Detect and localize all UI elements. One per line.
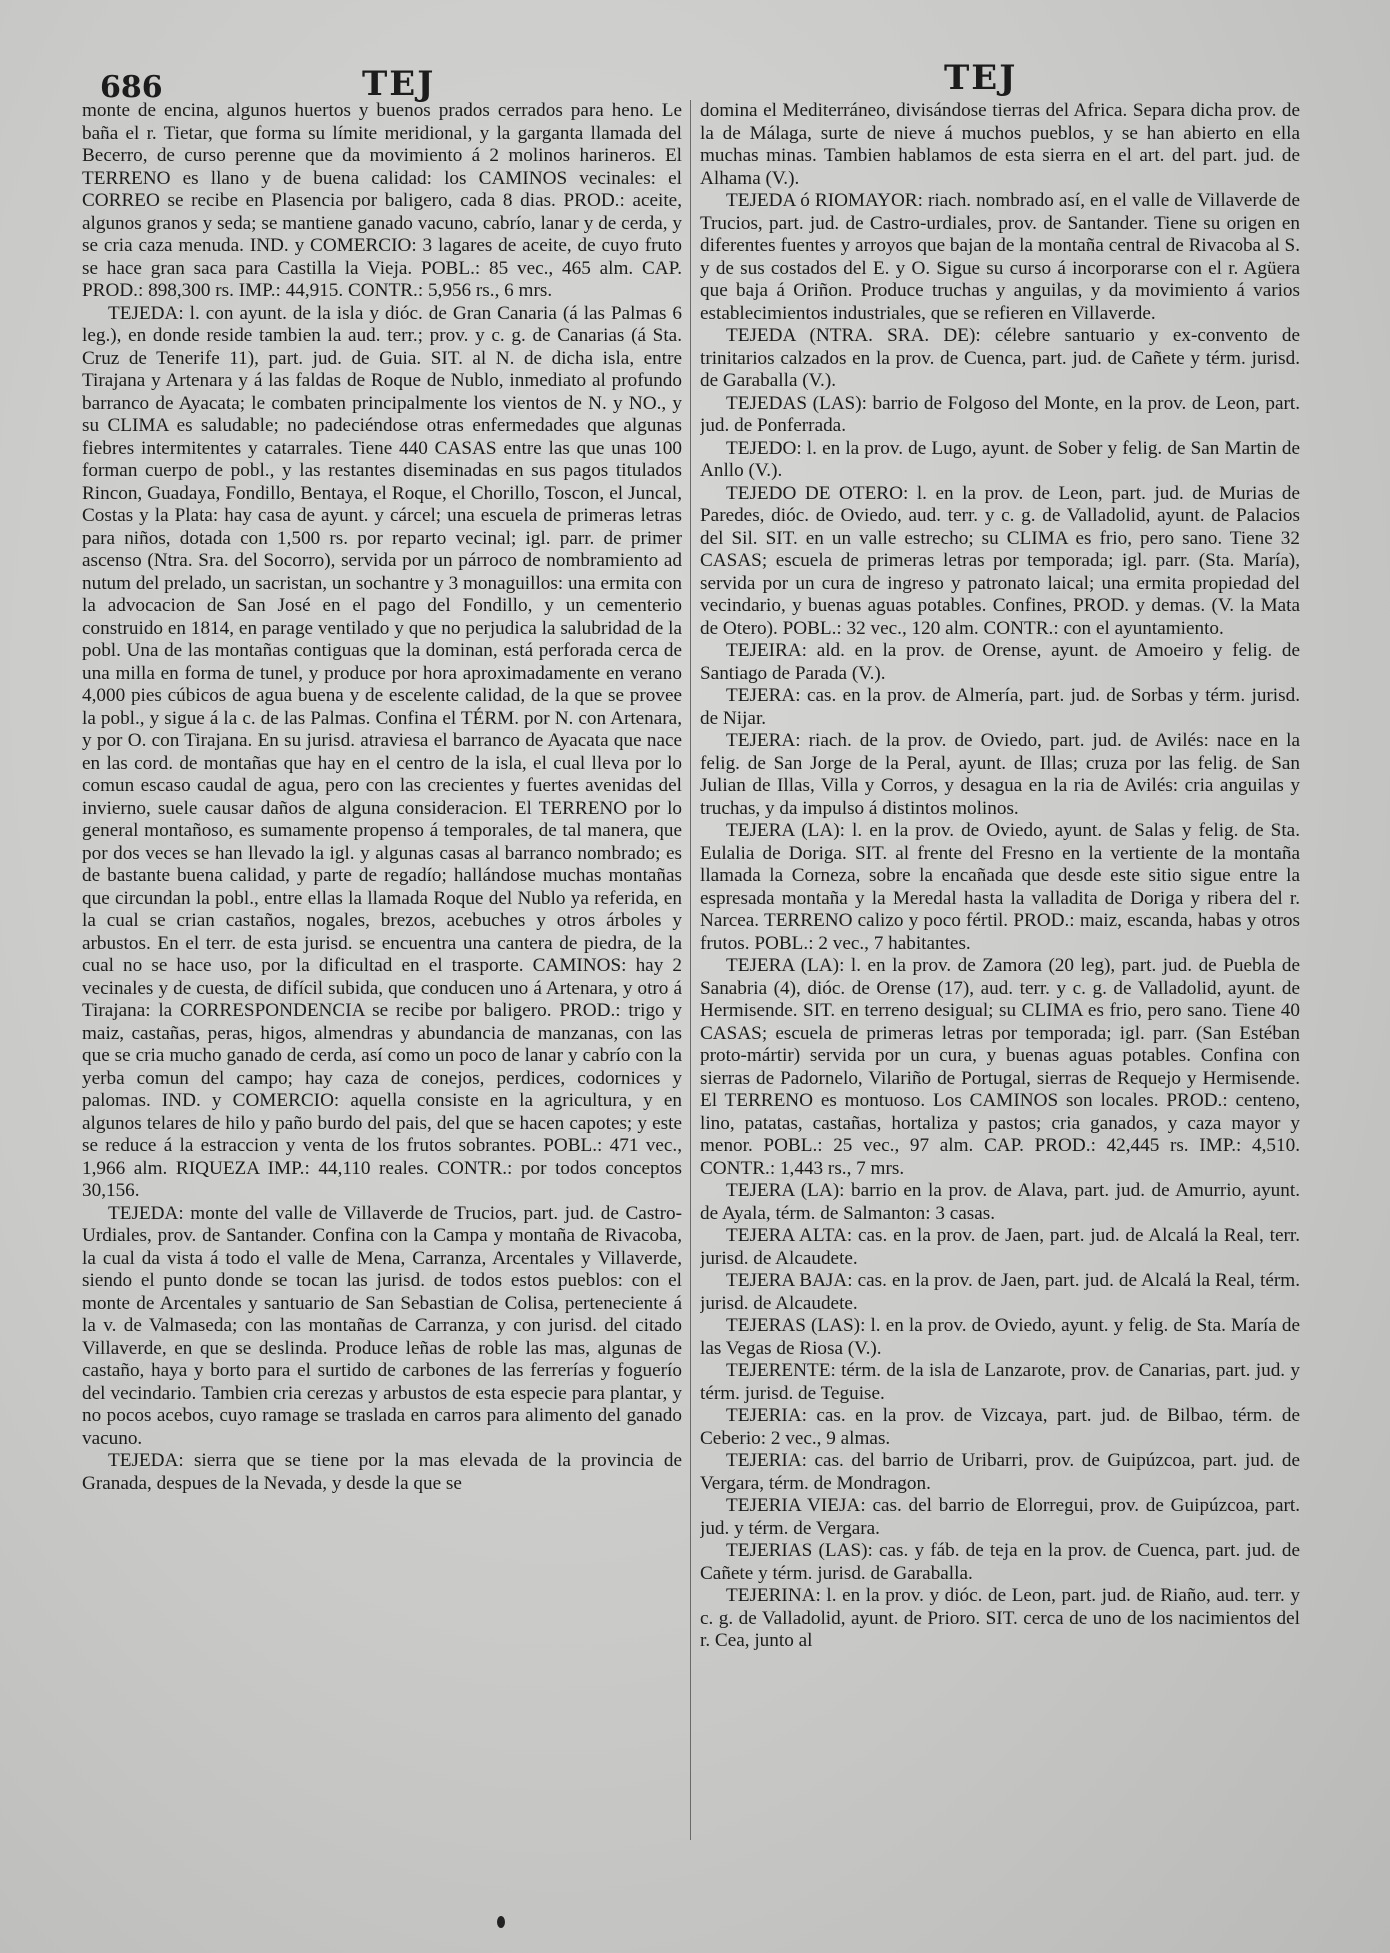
dictionary-entry: TEJEDAS (LAS): barrio de Folgoso del Monte, en la prov. de Leon, part. jud. de Ponferrada. <box>700 392 1300 436</box>
ink-mark <box>497 1916 505 1928</box>
dictionary-entry: TEJEDA ó RIOMAYOR: riach. nombrado así, en el valle de Villaverde de Trucios, part. jud. de Castro-urdiales, prov. de Santander. Tiene su origen en diferentes fuentes y arroyos que bajan de la montaña central de Rivacoba al S. y de sus costados del E. y O. Sigue su curso á incorporarse con el r. Agüera que baja á Oriñon. Produce truchas y anguilas, y da movimiento á varios establecimientos industriales, que se refieren en Villaverde. <box>700 190 1300 324</box>
dictionary-entry: TEJERIA: cas. en la prov. de Vizcaya, part. jud. de Bilbao, térm. de Ceberio: 2 vec., 9 almas. <box>700 1405 1300 1449</box>
dictionary-entry: TEJERENTE: térm. de la isla de Lanzarote, prov. de Canarias, part. jud. y térm. jurisd. de Teguise. <box>700 1360 1300 1404</box>
page-number: 686 <box>100 70 163 105</box>
dictionary-entry: TEJERA (LA): l. en la prov. de Oviedo, ayunt. de Salas y felig. de Sta. Eulalia de Doriga. SIT. al frente del Fresno en la vertiente de la montaña llamada la Corneza, sobre la encañada que desde este sitio sigue entre la espresada montaña y la Meredal hasta la valladita de Doriga y ribera del r. Narcea. TERRENO calizo y poco fértil. PROD.: maiz, escanda, habas y otros frutos. POBL.: 2 vec., 7 habitantes. <box>700 820 1300 954</box>
dictionary-entry: TEJEDO DE OTERO: l. en la prov. de Leon, part. jud. de Murias de Paredes, dióc. de Oviedo, aud. terr. y c. g. de Valladolid, ayunt. de Palacios del Sil. SIT. en un valle estrecho; su CLIMA es frio, pero sano. Tiene 32 CASAS; escuela de primeras letras por temporada; igl. parr. (Sta. María), servida por un cura de ingreso y patronato laical; una ermita propiedad del vecindario, y buenas aguas potables. Confines, PROD. y demas. (V. la Mata de Otero). POBL.: 32 vec., 120 alm. CONTR.: con el ayuntamiento. <box>700 482 1300 639</box>
dictionary-entry: domina el Mediterráneo, divisándose tierras del Africa. Separa dicha prov. de la de Málaga, surte de nieve á muchos pueblos, y se han abierto en ella muchas minas. Tambien hablamos de esta sierra en el art. del part. jud. de Alhama (V.). <box>700 100 1300 189</box>
dictionary-entry: TEJEDA (NTRA. SRA. DE): célebre santuario y ex-convento de trinitarios calzados en la prov. de Cuenca, part. jud. de Cañete y térm. jurisd. de Garaballa (V.). <box>700 325 1300 391</box>
dictionary-entry: TEJEDA: monte del valle de Villaverde de Trucios, part. jud. de Castro-Urdiales, prov. de Santander. Confina con la Campa y montaña de Rivacoba, la cual da vista á todo el valle de Mena, Carranza, Arcentales y Villaverde, siendo el punto donde se tocan las jurisd. de todos estos pueblos: con el monte de Arcentales y santuario de San Sebastian de Colisa, perteneciente á la v. de Valmaseda; con las montañas de Carranza, y con jurisd. del citado Villaverde, en que se deslinda. Produce leñas de roble las mas, algunas de castaño, haya y borto para el surtido de carbones de las ferrerías y foguerío del vecindario. Tambien cria cerezas y arbustos de esta especie para plantar, y no pocos acebos, cuyo ramage se traslada en carros para alimento del ganado vacuno. <box>82 1202 682 1449</box>
running-head-left: TEJ <box>362 64 436 104</box>
dictionary-entry: TEJERINA: l. en la prov. y dióc. de Leon, part. jud. de Riaño, aud. terr. y c. g. de Valladolid, ayunt. de Prioro. SIT. cerca de uno de los nacimientos del r. Cea, junto al <box>700 1585 1300 1651</box>
dictionary-entry: TEJERIA: cas. del barrio de Uribarri, prov. de Guipúzcoa, part. jud. de Vergara, térm. de Mondragon. <box>700 1450 1300 1494</box>
running-head-right: TEJ <box>944 58 1018 98</box>
dictionary-entry: TEJEDA: sierra que se tiene por la mas elevada de la provincia de Granada, despues de la Nevada, y desde la que se <box>82 1450 682 1494</box>
dictionary-entry: TEJERA BAJA: cas. en la prov. de Jaen, part. jud. de Alcalá la Real, térm. jurisd. de Alcaudete. <box>700 1270 1300 1314</box>
dictionary-entry: TEJERA: riach. de la prov. de Oviedo, part. jud. de Avilés: nace en la felig. de San Jorge de la Peral, ayunt. de Illas; cruza por las felig. de San Julian de Illas, Villa y Corros, y desagua en la ria de Avilés: cria anguilas y truchas, y da impulso á distintos molinos. <box>700 730 1300 819</box>
dictionary-entry: TEJEDA: l. con ayunt. de la isla y dióc. de Gran Canaria (á las Palmas 6 leg.), en donde reside tambien la aud. terr.; prov. y c. g. de Canarias (á Sta. Cruz de Tenerife 11), part. jud. de Guia. SIT. al N. de dicha isla, entre Tirajana y Artenara y á las faldas de Roque de Nublo, inmediato al profundo barranco de Ayacata; le combaten principalmente los vientos de N. y NO., y su CLIMA es saludable; no padeciéndose otras enfermedades que algunas fiebres intermitentes y catarrales. Tiene 440 CASAS entre las que unas 100 forman cuerpo de pobl., y las restantes diseminadas en sus pagos titulados Rincon, Guadaya, Fondillo, Bentaya, el Roque, el Chorillo, Toscon, el Juncal, Costas y la Plata: hay casa de ayunt. y cárcel; una escuela de primeras letras para niños, dotada con 1,500 rs. por reparto vecinal; igl. parr. de primer ascenso (Ntra. Sra. del Socorro), servida por un párroco de nombramiento ad nutum del prelado, un sacristan, un sochantre y 3 monaguillos: una ermita con la advocacion de San José en el pago del Fondillo, y un cementerio construido en 1814, en parage ventilado y que no perjudica la salubridad de la pobl. Una de las montañas contiguas que la dominan, está perforada cerca de una milla en forma de tunel, y produce por hora aproximadamente en verano 4,000 pies cúbicos de agua buena y de escelente calidad, de la que se provee la pobl., y sigue á la c. de las Palmas. Confina el TÉRM. por N. con Artenara, y por O. con Tirajana. En su jurisd. atraviesa el barranco de Ayacata que nace en las cord. de montañas que hay en el centro de la isla, el cual lleva por lo comun escaso caudal de agua, pero con las crecientes y fuertes avenidas del invierno, suele causar daños de alguna consideracion. El TERRENO por lo general montañoso, es sumamente propenso á temporales, de tal manera, que por dos veces se han llevado la igl. y algunas casas al barranco nombrado; es de bastante buena calidad, y parte de regadío; hallándose muchas montañas que circundan la pobl., entre ellas la llamada Roque del Nublo ya referida, en la cual se crian castaños, nogales, brezos, acebuches y otros árboles y arbustos. En el terr. de esta jurisd. se encuentra una cantera de piedra, de la cual no se hace uso, por la dificultad en el trasporte. CAMINOS: hay 2 vecinales y de cuesta, de difícil subida, que conducen uno á Artenara, y otro á Tirajana: la CORRESPONDENCIA se recibe por baligero. PROD.: trigo y maiz, castañas, peras, higos, almendras y abundancia de manzanas, con las que se cria mucho ganado de cerda, así como un poco de lanar y cabrío con la yerba comun del campo; hay caza de conejos, perdices, codornices y palomas. IND. y COMERCIO: aquella consiste en la agricultura, y en algunos telares de hilo y paño burdo del pais, del que se hacen capotes; y este se reduce á la estraccion y venta de los frutos sobrantes. POBL.: 471 vec., 1,966 alm. RIQUEZA IMP.: 44,110 reales. CONTR.: por todos conceptos 30,156. <box>82 302 682 1201</box>
dictionary-entry: monte de encina, algunos huertos y buenos prados cerrados para heno. Le baña el r. Tietar, que forma su límite meridional, y la garganta llamada del Becerro, de curso perenne que da movimiento á 2 molinos harineros. El TERRENO es llano y de buena calidad: los CAMINOS vecinales: el CORREO se recibe en Plasencia por baligero, cada 8 dias. PROD.: aceite, algunos granos y seda; se mantiene ganado vacuno, cabrío, lanar y de cerda, y se cria caza menuda. IND. y COMERCIO: 3 lagares de aceite, de cuyo fruto se hace gran saca para Castilla la Vieja. POBL.: 85 vec., 465 alm. CAP. PROD.: 898,300 rs. IMP.: 44,915. CONTR.: 5,956 rs., 6 mrs. <box>82 100 682 301</box>
dictionary-entry: TEJEDO: l. en la prov. de Lugo, ayunt. de Sober y felig. de San Martin de Anllo (V.). <box>700 437 1300 481</box>
dictionary-entry: TEJEIRA: ald. en la prov. de Orense, ayunt. de Amoeiro y felig. de Santiago de Parada (V.). <box>700 640 1300 684</box>
dictionary-entry: TEJERIAS (LAS): cas. y fáb. de teja en la prov. de Cuenca, part. jud. de Cañete y térm. jurisd. de Garaballa. <box>700 1540 1300 1584</box>
right-column <box>700 100 1300 1840</box>
column-divider <box>690 100 691 1840</box>
dictionary-entry: TEJERA ALTA: cas. en la prov. de Jaen, part. jud. de Alcalá la Real, terr. jurisd. de Alcaudete. <box>700 1225 1300 1269</box>
dictionary-entry: TEJERAS (LAS): l. en la prov. de Oviedo, ayunt. y felig. de Sta. María de las Vegas de Riosa (V.). <box>700 1315 1300 1359</box>
dictionary-entry: TEJERA (LA): barrio en la prov. de Alava, part. jud. de Amurrio, ayunt. de Ayala, térm. de Salmanton: 3 casas. <box>700 1180 1300 1224</box>
left-column <box>82 100 682 1840</box>
dictionary-entry: TEJERA: cas. en la prov. de Almería, part. jud. de Sorbas y térm. jurisd. de Nijar. <box>700 685 1300 729</box>
dictionary-entry: TEJERIA VIEJA: cas. del barrio de Elorregui, prov. de Guipúzcoa, part. jud. y térm. de Vergara. <box>700 1495 1300 1539</box>
dictionary-entry: TEJERA (LA): l. en la prov. de Zamora (20 leg), part. jud. de Puebla de Sanabria (4), dióc. de Orense (17), aud. terr. y c. g. de Valladolid, ayunt. de Hermisende. SIT. en terreno desigual; su CLIMA es frio, pero sano. Tiene 40 CASAS; escuela de primeras letras por temporada; igl. parr. (San Estéban proto-mártir) servida por un cura, y buenas aguas potables. Confina con sierras de Padornelo, Vilariño de Portugal, sierras de Requejo y Hermisende. El TERRENO es montuoso. Los CAMINOS son locales. PROD.: centeno, lino, patatas, castañas, hortaliza y pastos; cria ganados, y caza mayor y menor. POBL.: 25 vec., 97 alm. CAP. PROD.: 42,445 rs. IMP.: 4,510. CONTR.: 1,443 rs., 7 mrs. <box>700 955 1300 1179</box>
